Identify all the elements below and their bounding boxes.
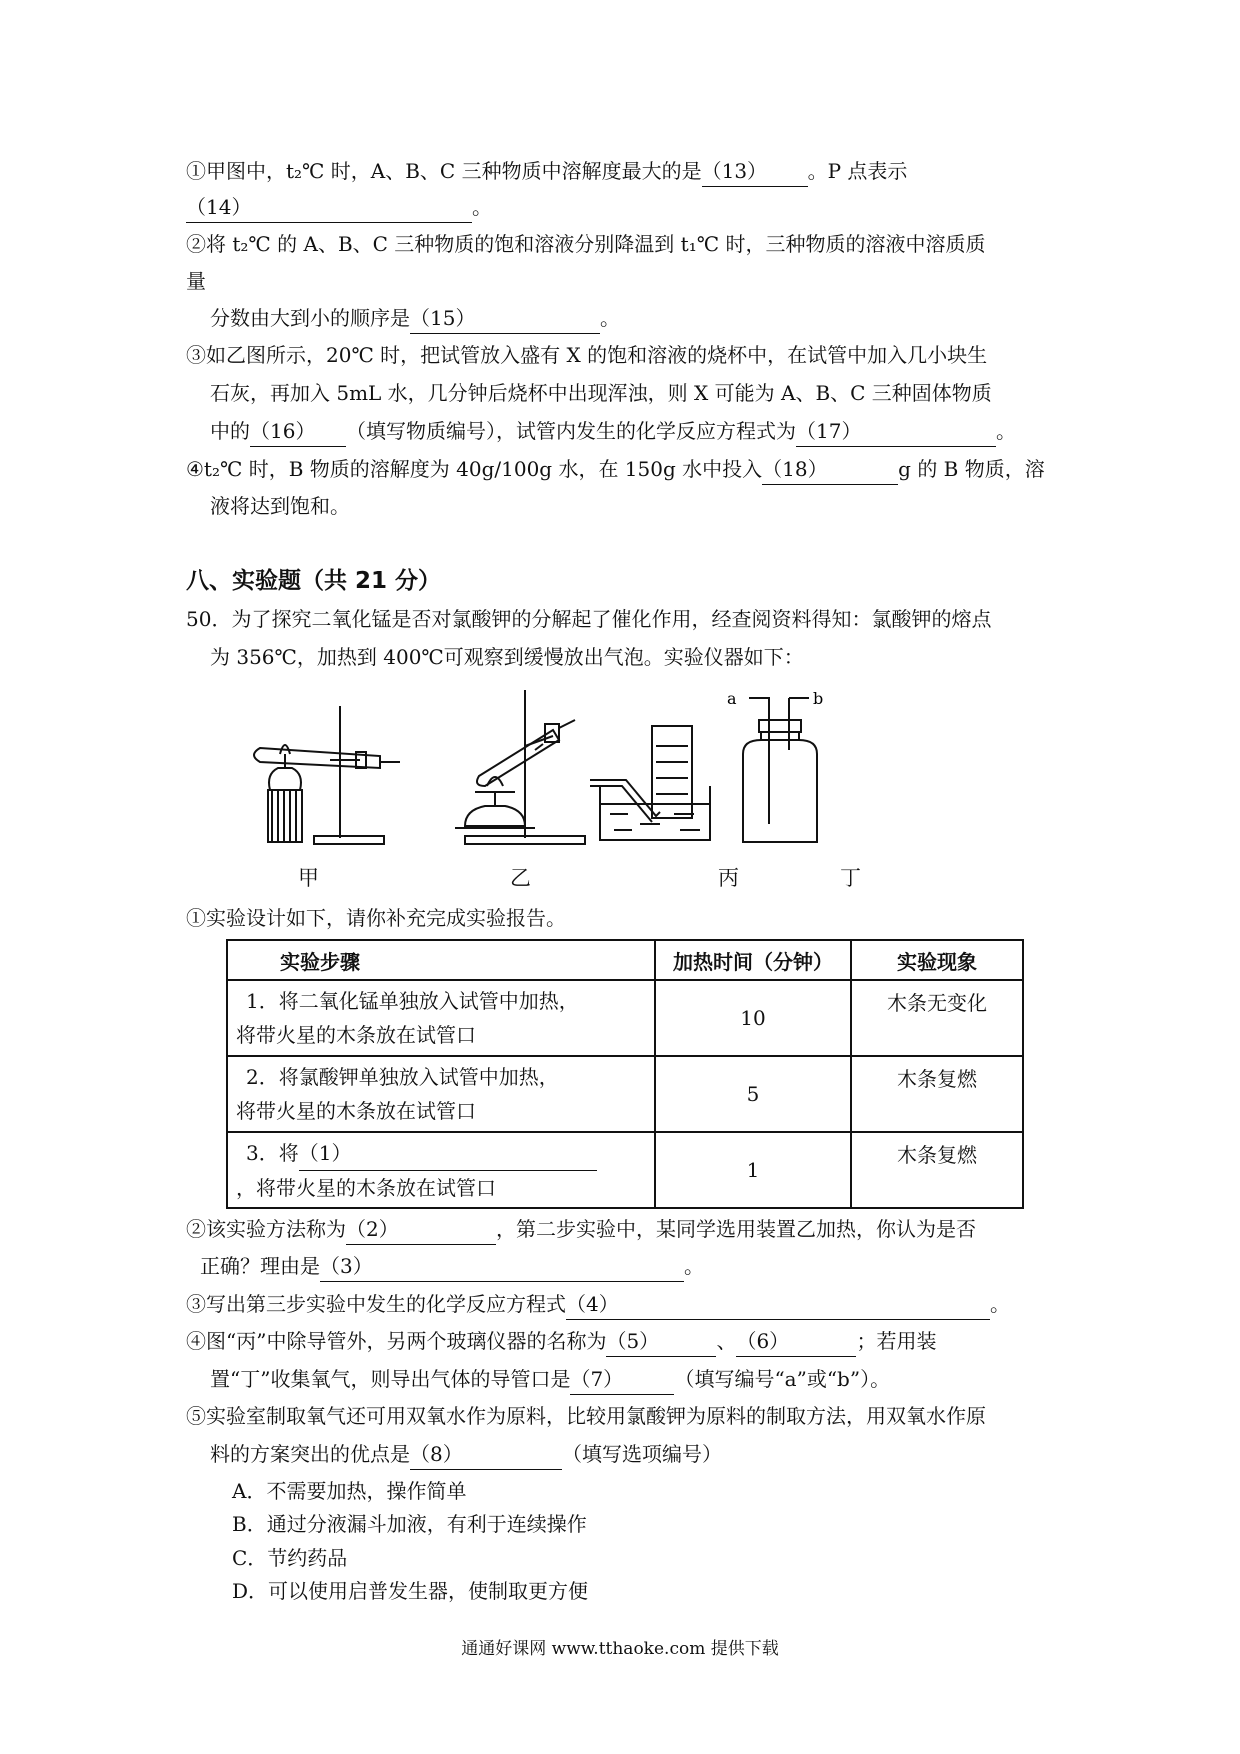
blank-15[interactable]: （15） <box>410 303 600 334</box>
fig-label-jia: 甲 <box>298 866 319 890</box>
row1-observation: 木条无变化 <box>851 980 1023 1056</box>
row1-step: 1．将二氧化锰单独放入试管中加热， 将带火星的木条放在试管口 <box>227 980 655 1056</box>
page-footer: 通通好课网 www.tthaoke.com 提供下载 <box>461 1639 779 1659</box>
q50-sub-4-line-2: 置“丁”收集氧气，则导出气体的导管口是（7） （填写编号“a”或“b”）。 <box>210 1364 890 1395</box>
q50-sub-1: ①实验设计如下，请你补充完成实验报告。 <box>186 906 566 930</box>
option-b[interactable]: B．通过分液漏斗加液，有利于连续操作 <box>232 1512 587 1536</box>
blank-17[interactable]: （17） <box>796 416 996 447</box>
option-d[interactable]: D．可以使用启普发生器，使制取更方便 <box>232 1579 589 1603</box>
option-c[interactable]: C．节约药品 <box>232 1546 348 1570</box>
header-observation: 实验现象 <box>851 940 1023 980</box>
q50-line-1: 50．为了探究二氧化锰是否对氯酸钾的分解起了催化作用，经查阅资料得知：氯酸钾的熔点 <box>186 607 992 631</box>
q49-line-9: ④t₂℃ 时，B 物质的溶解度为 40g/100g 水，在 150g 水中投入（18） g 的 B 物质，溶 <box>186 454 1045 485</box>
row1-time: 10 <box>655 980 851 1056</box>
blank-3[interactable]: （3） <box>320 1251 684 1282</box>
option-a[interactable]: A．不需要加热，操作简单 <box>232 1479 467 1503</box>
ding-port-a: a <box>727 690 737 708</box>
blank-2[interactable]: （2） <box>346 1214 496 1245</box>
table-row <box>227 980 1023 1056</box>
row2-observation: 木条复燃 <box>851 1056 1023 1132</box>
row3-observation: 木条复燃 <box>851 1132 1023 1208</box>
table-header-row <box>227 940 1023 980</box>
q50-line-2: 为 356℃，加热到 400℃可观察到缓慢放出气泡。实验仪器如下： <box>210 645 804 669</box>
q49-line-1: ①甲图中，t₂℃ 时，A、B、C 三种物质中溶解度最大的是（13） 。P 点表示 <box>186 156 907 187</box>
fig-label-ding: 丁 <box>840 866 861 890</box>
q49-line-6: ③如乙图所示，20℃ 时，把试管放入盛有 X 的饱和溶液的烧杯中，在试管中加入几小块生 <box>186 343 988 367</box>
blank-14[interactable]: （14） <box>186 192 472 223</box>
q49-line-3: ②将 t₂℃ 的 A、B、C 三种物质的饱和溶液分别降温到 t₁℃ 时，三种物质的溶液中溶质质 <box>186 232 986 256</box>
q49-line-8: 中的（16） （填写物质编号），试管内发生的化学反应方程式为（17） 。 <box>210 416 1016 447</box>
table-row <box>227 1132 1023 1208</box>
header-time: 加热时间（分钟） <box>655 940 851 980</box>
blank-6[interactable]: （6） <box>736 1326 856 1357</box>
blank-5[interactable]: （5） <box>606 1326 716 1357</box>
q50-sub-2-line-2: 正确？理由是（3） 。 <box>200 1251 704 1282</box>
row3-step: 3．将（1） ，将带火星的木条放在试管口 <box>227 1132 655 1208</box>
header-step: 实验步骤 <box>227 940 655 980</box>
row2-step: 2．将氯酸钾单独放入试管中加热， 将带火星的木条放在试管口 <box>227 1056 655 1132</box>
blank-1[interactable]: （1） <box>299 1136 597 1171</box>
q50-sub-3: ③写出第三步实验中发生的化学反应方程式（4） 。 <box>186 1289 1010 1320</box>
blank-8[interactable]: （8） <box>410 1439 562 1470</box>
blank-4[interactable]: （4） <box>566 1289 990 1320</box>
row2-time: 5 <box>655 1056 851 1132</box>
q49-line-4: 量 <box>186 269 206 293</box>
blank-7[interactable]: （7） <box>570 1364 674 1395</box>
q50-sub-5-line-1: ⑤实验室制取氧气还可用双氧水作为原料，比较用氯酸钾为原料的制取方法，用双氧水作原 <box>186 1404 986 1428</box>
apparatus-ding <box>743 698 817 842</box>
q49-line-2: （14） 。 <box>186 192 492 223</box>
q50-sub-5-line-2: 料的方案突出的优点是（8） （填写选项编号） <box>210 1439 722 1470</box>
q50-sub-2-line-1: ②该实验方法称为（2） ，第二步实验中，某同学选用装置乙加热，你认为是否 <box>186 1214 976 1245</box>
fig-label-yi: 乙 <box>510 866 531 890</box>
ding-port-b: b <box>813 690 824 708</box>
apparatus-yi <box>455 690 585 844</box>
q49-line-5: 分数由大到小的顺序是（15） 。 <box>210 303 620 334</box>
section-title: 八、实验题（共 21 分） <box>186 568 442 594</box>
fig-label-bing: 丙 <box>718 866 739 890</box>
blank-13[interactable]: （13） <box>702 156 808 187</box>
row3-time: 1 <box>655 1132 851 1208</box>
apparatus-bing <box>590 726 710 840</box>
apparatus-figure <box>230 690 950 855</box>
table-row <box>227 1056 1023 1132</box>
q50-sub-4-line-1: ④图“丙”中除导管外，另两个玻璃仪器的名称为（5） 、（6） ；若用装 <box>186 1326 936 1357</box>
blank-16[interactable]: （16） <box>250 416 346 447</box>
q49-line-7: 石灰，再加入 5mL 水，几分钟后烧杯中出现浑浊，则 X 可能为 A、B、C 三种固体物质 <box>210 381 992 405</box>
apparatus-jia <box>254 706 400 844</box>
q49-line-10: 液将达到饱和。 <box>210 494 350 518</box>
blank-18[interactable]: （18） <box>762 454 898 485</box>
experiment-table <box>226 939 1024 1209</box>
